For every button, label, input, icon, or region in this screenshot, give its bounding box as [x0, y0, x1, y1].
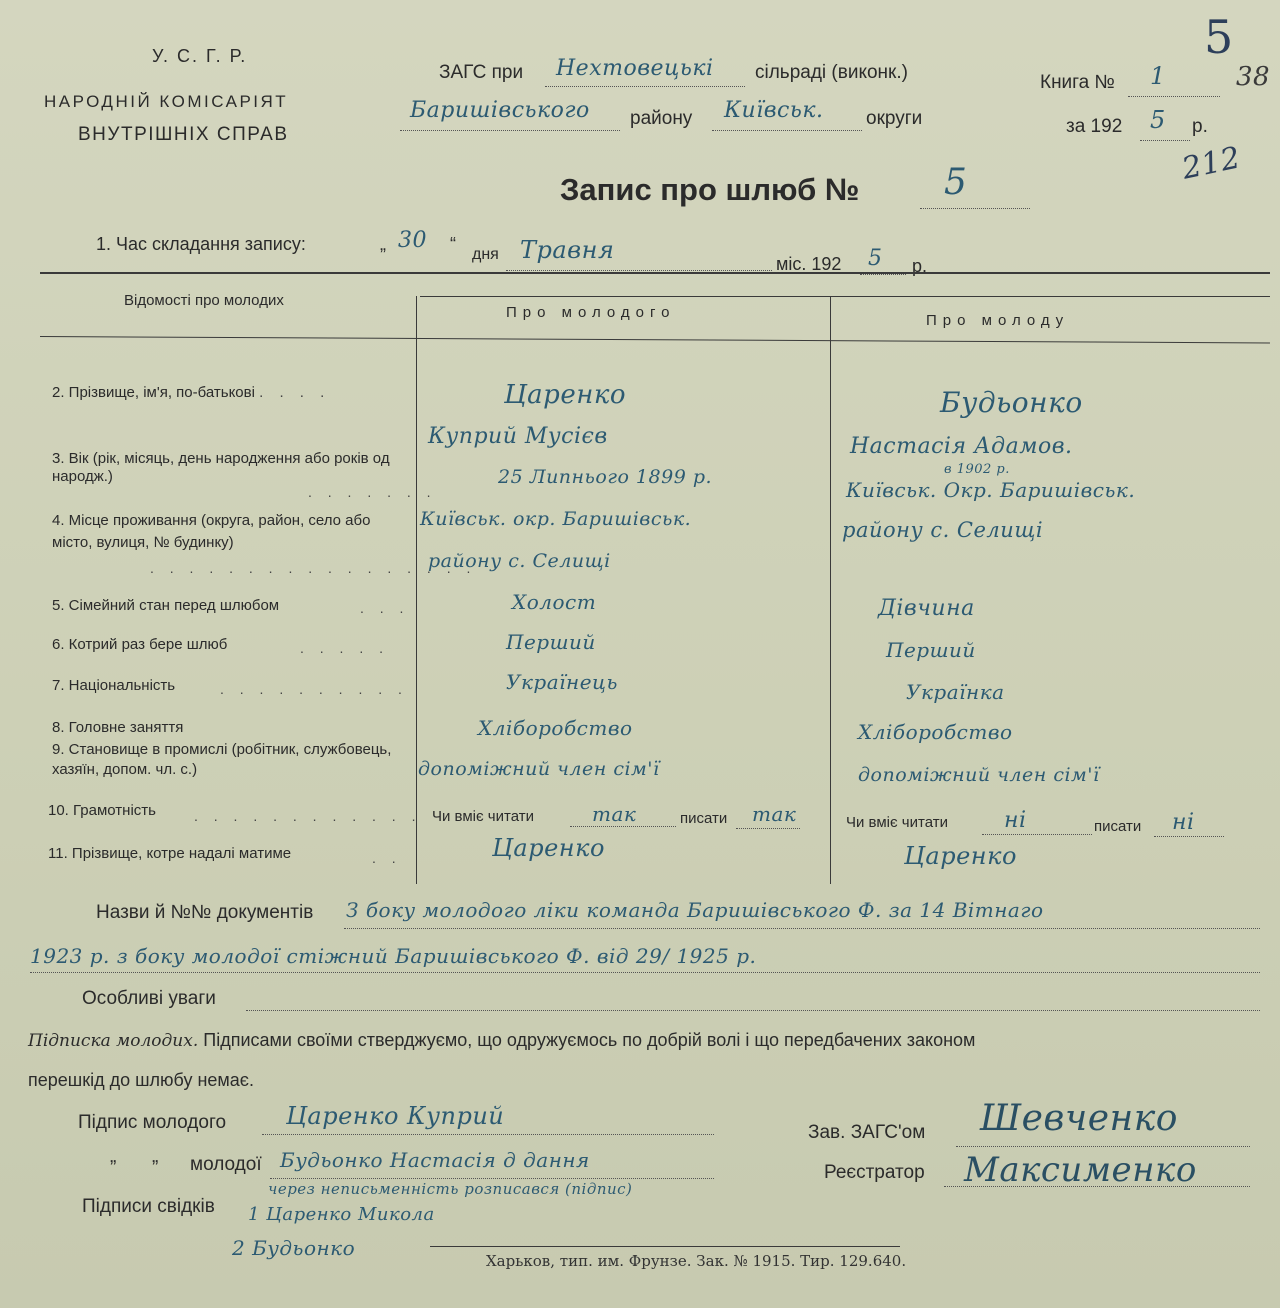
- witnesses-label: Підписи свідків: [82, 1196, 215, 1217]
- registrar-label: Реєстратор: [824, 1162, 925, 1183]
- bride-signature-note: через неписьменність розписався (підпис): [268, 1180, 633, 1198]
- groom-marriage-count: Перший: [506, 630, 596, 654]
- documents-label: Назви й №№ документів: [96, 902, 314, 923]
- head-label: Зав. ЗАГС'ом: [808, 1122, 926, 1143]
- registrar-signature: Максименко: [964, 1150, 1197, 1190]
- row-dots: . . . . . . . . . . . .: [194, 808, 422, 824]
- raion-label: району: [630, 108, 693, 129]
- statement-text-1: Підписами своїми стверджуємо, що одружуємось по добрій волі і що передбачених законом: [203, 1030, 976, 1050]
- bride-residence-1: Київськ. Окр. Баришівськ.: [846, 478, 1136, 502]
- bride-write-line: [1154, 836, 1224, 837]
- groom-write-value: так: [752, 802, 797, 826]
- statement-text-2: перешкід до шлюбу немає.: [28, 1070, 254, 1090]
- bride-future-surname: Царенко: [904, 842, 1017, 870]
- groom-residence-2: району с. Селищі: [428, 550, 611, 572]
- bride-marital-status: Дівчина: [878, 596, 975, 621]
- table-header-bottom-rule: [40, 336, 1270, 343]
- record-time-label: 1. Час складання запису:: [96, 234, 306, 254]
- record-day-handwritten: 30: [398, 228, 427, 253]
- okruha-line: [712, 130, 862, 131]
- corner-archive-mark-3: 212: [1179, 140, 1244, 187]
- registrar-signature-line: [944, 1186, 1250, 1187]
- commissariat-line-1: НАРОДНІЙ КОМІСАРІЯТ: [44, 92, 289, 111]
- witness-1-signature: 1 Царенко Микола: [248, 1204, 435, 1225]
- col-header-groom: Про молодого: [506, 304, 676, 321]
- documents-handwritten-2: 1923 р. з боку молодої стіжний Баришівського Ф. від 29/ 1925 р.: [30, 944, 757, 968]
- groom-occupation: Хліборобство: [478, 716, 633, 740]
- ussr-header: У. С. Г. Р.: [152, 46, 248, 66]
- row-label-name-text: 2. Прізвище, ім'я, по-батькові: [52, 384, 255, 401]
- year-line: [1140, 140, 1190, 141]
- groom-read-value: так: [592, 802, 637, 826]
- record-number-line: [920, 208, 1030, 209]
- row-label-residence: 4. Місце проживання (округа, район, село або місто, вулиця, № будинку): [52, 512, 371, 551]
- bride-nationality: Українка: [906, 680, 1005, 704]
- record-day-open-quote: „: [380, 234, 386, 254]
- imprint-rule: [430, 1246, 900, 1247]
- year-label: за 192: [1066, 116, 1123, 137]
- documents-line-2: [30, 972, 1260, 973]
- corner-archive-mark-2: 38: [1236, 62, 1271, 92]
- bride-read-line: [982, 834, 1092, 835]
- row-label-position: 9. Становище в промислі (робітник, службовець, хазяїн, допом. чл. с.): [52, 741, 392, 778]
- groom-read-line: [570, 826, 676, 827]
- row-label-marriage-count: 6. Котрий раз бере шлюб: [52, 636, 228, 653]
- groom-birthdate: 25 Липнього 1899 р.: [498, 466, 713, 488]
- documents-line-1: [344, 928, 1260, 929]
- row-label-literacy: 10. Грамотність: [48, 802, 156, 819]
- bride-given-names: Настасія Адамов.: [850, 434, 1073, 459]
- row-label-marital: 5. Сімейний стан перед шлюбом: [52, 597, 280, 614]
- row-label-future-surname: 11. Прізвище, котре надалі матиме: [48, 845, 292, 862]
- remarks-line: [246, 1010, 1260, 1011]
- okruha-label: округи: [866, 108, 923, 129]
- bride-signature-quote: „: [110, 1146, 117, 1167]
- groom-signature: Царенко Куприй: [286, 1102, 505, 1130]
- zags-suffix: сільраді (виконк.): [755, 62, 908, 83]
- groom-signature-label: Підпис молодого: [78, 1112, 227, 1133]
- bride-read-label: Чи вміє читати: [846, 814, 948, 831]
- head-signature: Шевченко: [980, 1098, 1178, 1139]
- groom-future-surname: Царенко: [492, 834, 605, 862]
- record-day-close-quote: “: [450, 234, 456, 254]
- record-day-label: дня: [472, 246, 499, 263]
- record-year-suffix: р.: [912, 256, 928, 276]
- row-dots: . .: [372, 850, 402, 866]
- col-header-info: Відомості про молодих: [124, 292, 284, 309]
- groom-position: допоміжний член сім'ї: [418, 758, 660, 780]
- record-year-line: [860, 274, 906, 275]
- bride-write-value: ні: [1172, 810, 1195, 835]
- witness-2-signature: 2 Будьонко: [232, 1236, 356, 1260]
- year-suffix: р.: [1192, 116, 1208, 137]
- groom-signature-line: [262, 1134, 714, 1135]
- row-label-occupation: 8. Головне заняття: [52, 719, 184, 736]
- bride-marriage-count: Перший: [886, 638, 976, 662]
- row-dots: . . . . . . .: [308, 484, 437, 500]
- head-signature-line: [956, 1146, 1250, 1147]
- groom-nationality: Українець: [506, 670, 618, 694]
- row-dots: . . . .: [259, 384, 331, 401]
- groom-given-names: Куприй Мусієв: [428, 424, 608, 449]
- row-dots: . . .: [360, 600, 410, 616]
- record-month-label: міс. 192: [776, 254, 842, 274]
- documents-handwritten-1: З боку молодого ліки команда Баришівського Ф. за 14 Вітнаго: [346, 898, 1044, 922]
- table-header-rule: [420, 296, 1270, 297]
- zags-village-handwritten: Нехтовецькі: [556, 56, 714, 81]
- groom-write-line: [736, 828, 800, 829]
- groom-residence-1: Київськ. окр. Баришівськ.: [420, 508, 692, 530]
- bride-surname: Будьонко: [940, 386, 1083, 419]
- row-dots: . . . . . . . . . .: [220, 681, 408, 697]
- groom-marital-status: Холост: [512, 590, 597, 614]
- col-header-bride: Про молоду: [926, 312, 1070, 329]
- bride-signature-label: молодої: [190, 1154, 262, 1175]
- bride-age-note: в 1902 р.: [944, 462, 1010, 477]
- bride-read-value: ні: [1004, 808, 1027, 833]
- okruha-handwritten: Київськ.: [724, 98, 824, 123]
- statement-heading: Підписка молодих.: [28, 1031, 199, 1051]
- commissariat-line-2: ВНУТРІШНІХ СПРАВ: [78, 124, 289, 145]
- zags-village-line: [545, 86, 745, 87]
- row-dots: . . . . . . . . . . . . . . . . .: [150, 560, 477, 576]
- record-number-handwritten: 5: [944, 162, 968, 203]
- record-month-line: [506, 270, 772, 271]
- groom-surname: Царенко: [504, 380, 627, 410]
- record-title: Запис про шлюб №: [560, 172, 860, 207]
- record-year-digit-handwritten: 5: [868, 246, 883, 271]
- record-month-handwritten: Травня: [520, 236, 615, 264]
- raion-line: [400, 130, 620, 131]
- book-number-handwritten: 1: [1150, 62, 1166, 90]
- remarks-label: Особливі уваги: [82, 988, 216, 1009]
- groom-read-label: Чи вміє читати: [432, 808, 534, 825]
- zags-prefix: ЗАГС при: [439, 62, 524, 83]
- row-dots: . . . . .: [300, 640, 390, 656]
- bride-signature-quote-2: „: [152, 1146, 159, 1167]
- bride-position: допоміжний член сім'ї: [858, 764, 1100, 786]
- bride-residence-2: району с. Селищі: [842, 518, 1044, 542]
- bride-signature: Будьонко Настасія д дання: [280, 1148, 590, 1172]
- book-number-line: [1128, 96, 1220, 97]
- table-col-divider-1: [416, 296, 417, 884]
- table-col-divider-2: [830, 296, 831, 884]
- table-top-rule: [40, 272, 1270, 274]
- row-label-name: [52, 384, 402, 401]
- year-digit-handwritten: 5: [1150, 106, 1166, 134]
- bride-signature-line: [270, 1178, 714, 1179]
- groom-write-label: писати: [680, 810, 728, 827]
- raion-handwritten: Баришівського: [410, 98, 590, 123]
- printer-imprint-text: Харьков, тип. им. Фрунзе. Зак. № 1915. Тир. 129.640.: [486, 1252, 907, 1270]
- bride-write-label: писати: [1094, 818, 1142, 835]
- bride-occupation: Хліборобство: [858, 720, 1013, 744]
- book-label: Книга №: [1040, 72, 1115, 93]
- row-label-age: 3. Вік (рік, місяць, день народження або років од народж.): [52, 450, 390, 485]
- corner-archive-mark: 5: [1204, 10, 1234, 64]
- row-label-nationality: 7. Національність: [52, 677, 176, 694]
- statement-line-1: [28, 1030, 975, 1051]
